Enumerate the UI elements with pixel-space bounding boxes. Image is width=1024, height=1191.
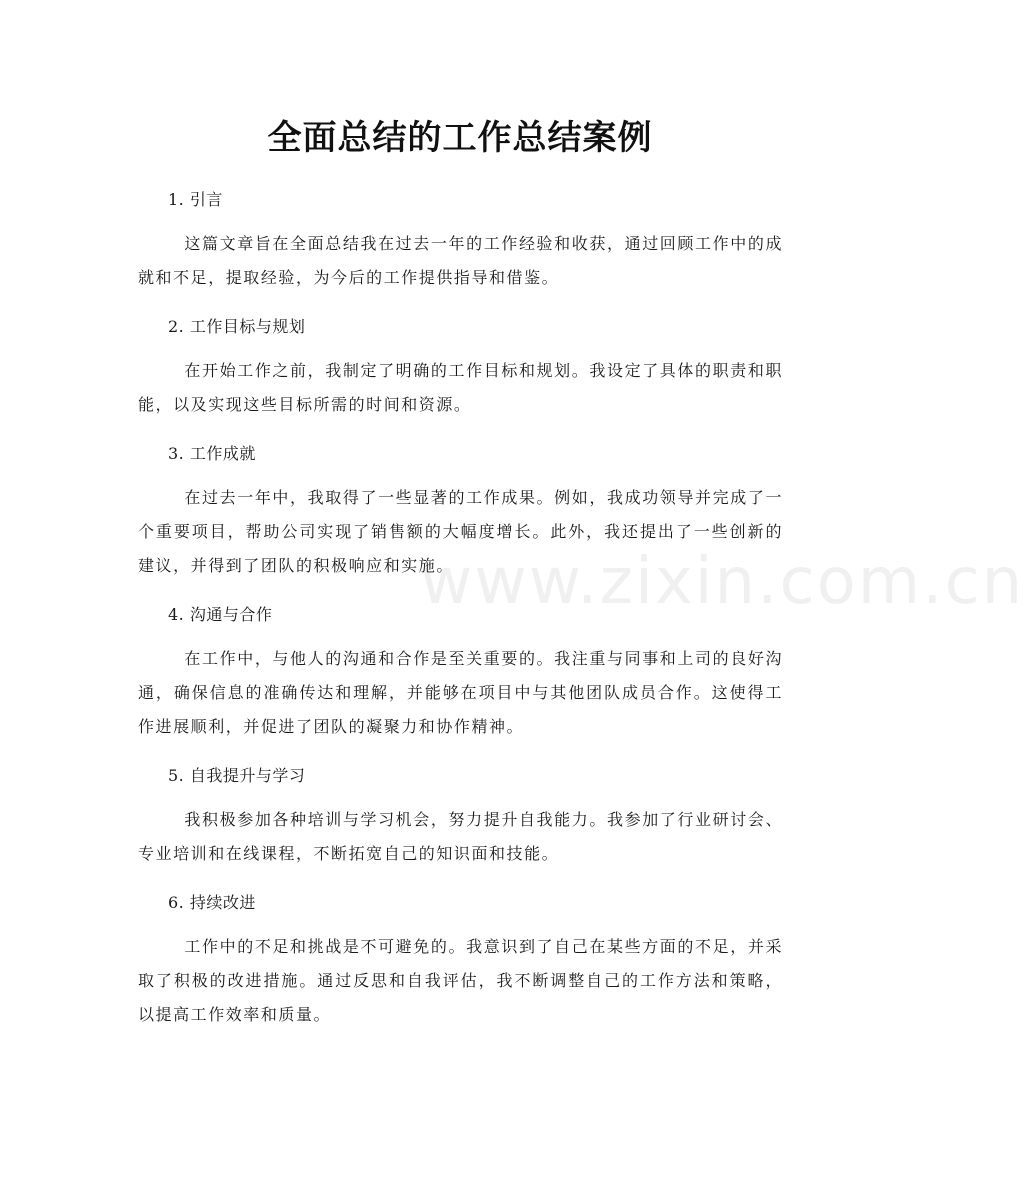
document-body [138, 186, 783, 1050]
section-heading: 3. 工作成就 [168, 444, 256, 463]
section-heading: 6. 持续改进 [168, 893, 256, 912]
section-intro [138, 186, 783, 295]
page-title: 全面总结的工作总结案例 [267, 118, 653, 158]
section-heading: 4. 沟通与合作 [168, 605, 273, 624]
section-heading: 5. 自我提升与学习 [168, 766, 306, 785]
section-heading: 1. 引言 [168, 190, 223, 209]
section-paragraph: 在开始工作之前，我制定了明确的工作目标和规划。我设定了具体的职责和职能，以及实现这些目标所需的时间和资源。 [138, 361, 783, 414]
section-paragraph: 在工作中，与他人的沟通和合作是至关重要的。我注重与同事和上司的良好沟通，确保信息的准确传达和理解，并能够在项目中与其他团队成员合作。这使得工作进展顺利，并促进了团队的凝聚力和协作精神。 [138, 649, 783, 736]
section-improvement [138, 889, 783, 1032]
section-paragraph: 在过去一年中，我取得了一些显著的工作成果。例如，我成功领导并完成了一个重要项目，帮助公司实现了销售额的大幅度增长。此外，我还提出了一些创新的建议，并得到了团队的积极响应和实施。 [138, 488, 783, 575]
section-paragraph: 我积极参加各种培训与学习机会，努力提升自我能力。我参加了行业研讨会、专业培训和在线课程，不断拓宽自己的知识面和技能。 [138, 810, 783, 863]
section-heading: 2. 工作目标与规划 [168, 317, 306, 336]
section-learning [138, 762, 783, 871]
section-paragraph: 工作中的不足和挑战是不可避免的。我意识到了自己在某些方面的不足，并采取了积极的改进措施。通过反思和自我评估，我不断调整自己的工作方法和策略，以提高工作效率和质量。 [138, 937, 783, 1024]
section-goals [138, 313, 783, 422]
section-communication [138, 601, 783, 744]
section-achievements [138, 440, 783, 583]
section-paragraph: 这篇文章旨在全面总结我在过去一年的工作经验和收获，通过回顾工作中的成就和不足，提取经验，为今后的工作提供指导和借鉴。 [138, 234, 783, 287]
watermark: www.zixin.com.cn [420, 545, 1024, 619]
